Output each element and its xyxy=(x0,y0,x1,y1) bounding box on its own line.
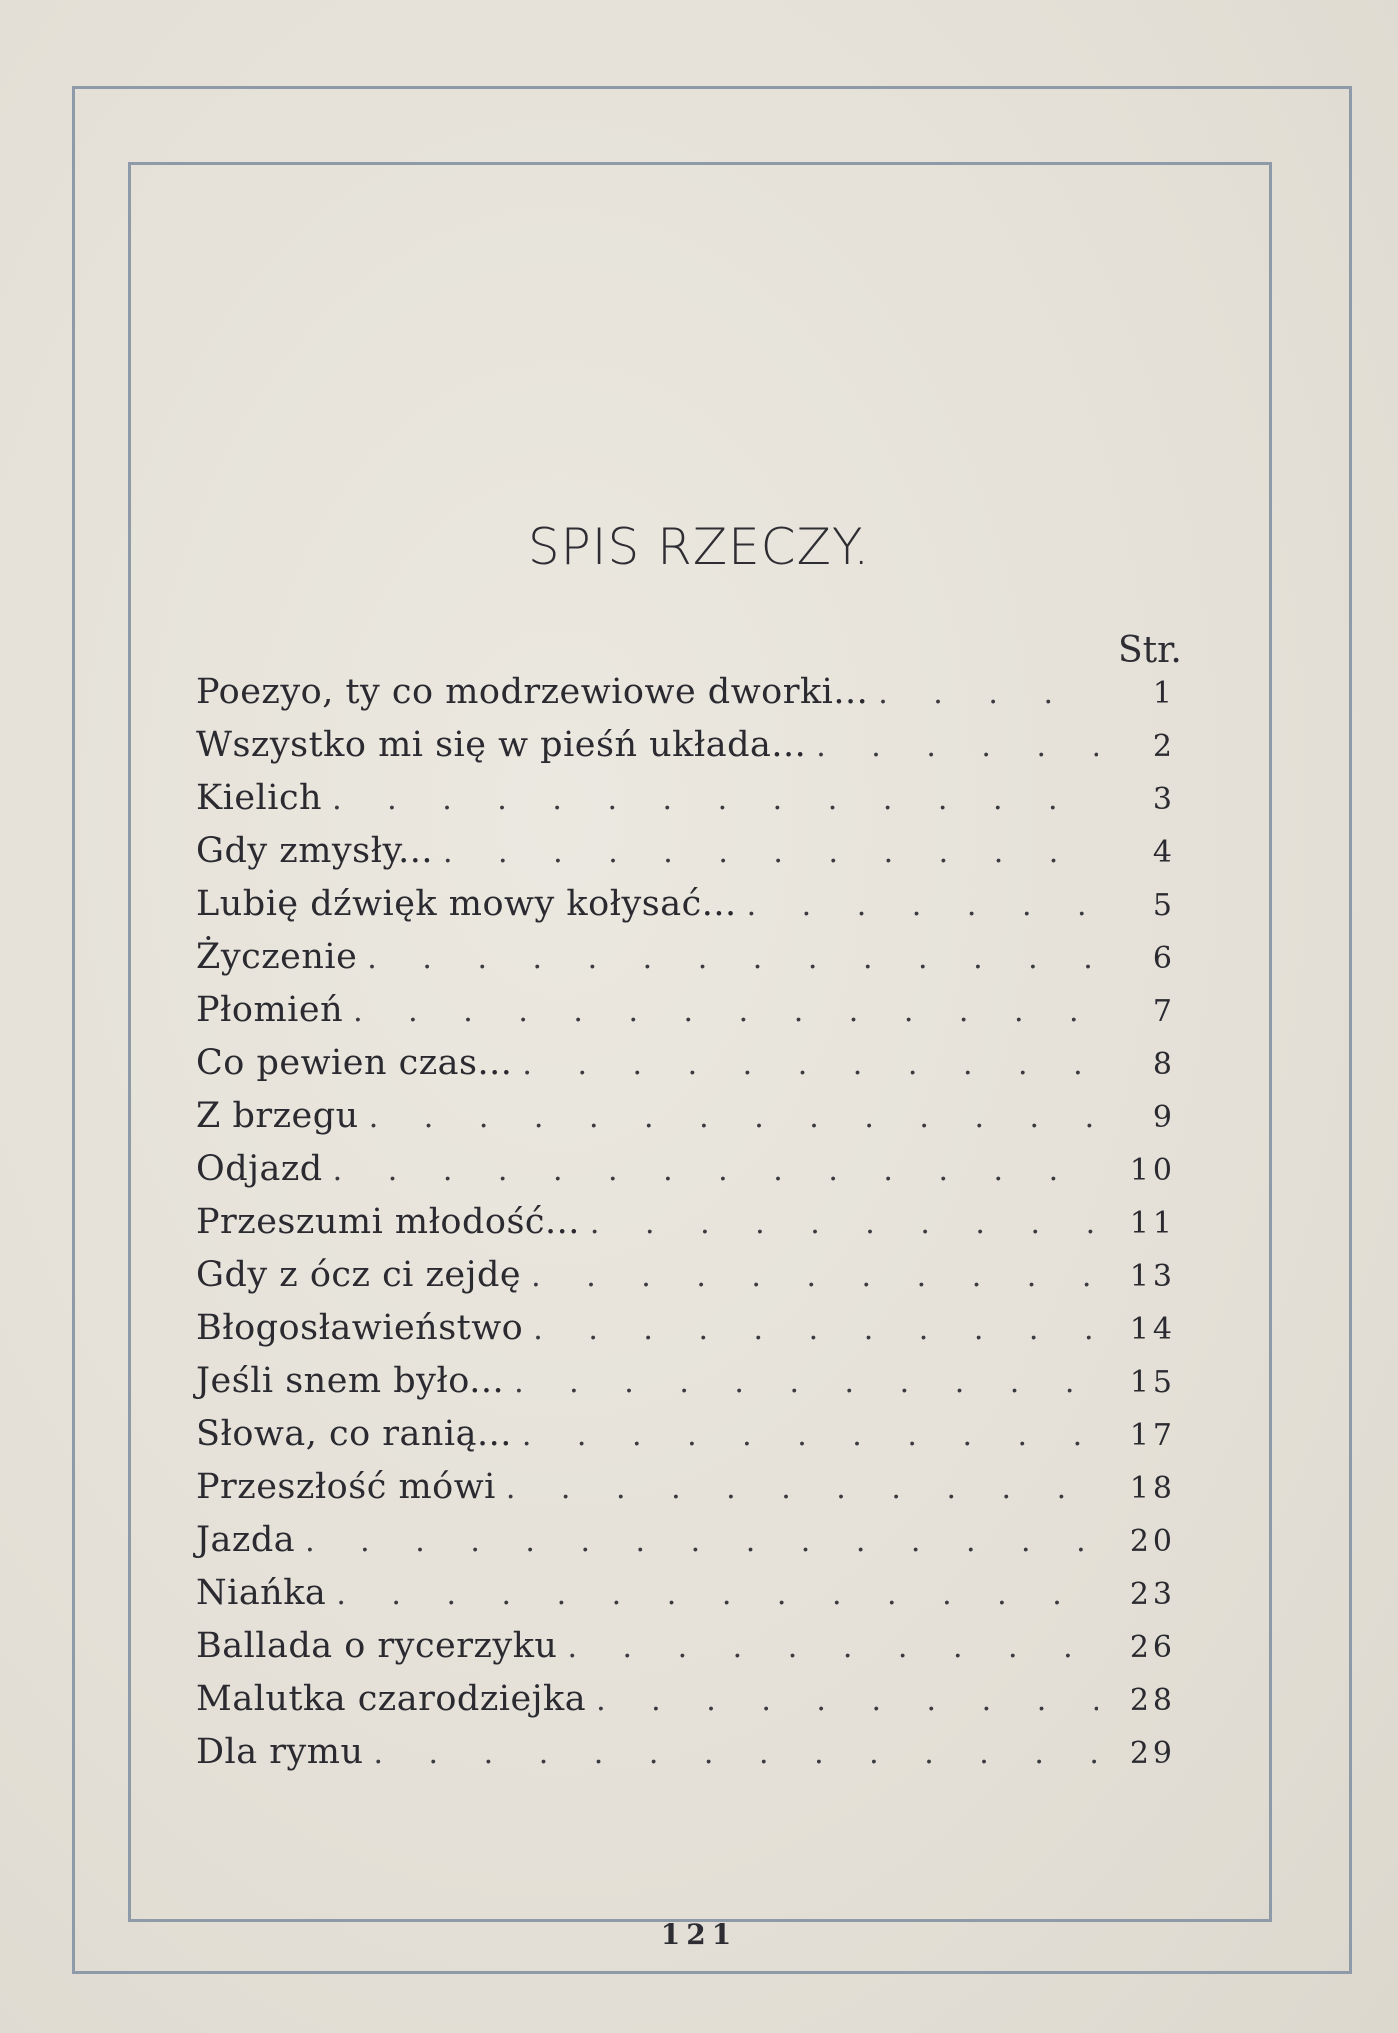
toc-dot-leader xyxy=(533,1312,1098,1347)
toc-entry-page: 13 xyxy=(1129,1259,1176,1294)
toc-entry xyxy=(196,1361,1176,1414)
page-column-label: Str. xyxy=(1118,630,1182,671)
toc-entry-page: 3 xyxy=(1152,782,1176,817)
toc-entry-page: 5 xyxy=(1152,888,1176,923)
toc-entry-title: Ballada o rycerzyku xyxy=(196,1626,558,1666)
toc-entry-page: 23 xyxy=(1129,1577,1176,1612)
toc-entry-title: Odjazd xyxy=(196,1149,323,1189)
toc-entry-page: 28 xyxy=(1129,1683,1176,1718)
table-of-contents xyxy=(196,672,1176,1785)
toc-dot-leader xyxy=(816,729,1098,764)
toc-entry-page: 29 xyxy=(1129,1736,1176,1771)
toc-entry-page: 14 xyxy=(1129,1312,1176,1347)
toc-entry xyxy=(196,937,1176,990)
toc-entry-page: 18 xyxy=(1129,1471,1176,1506)
toc-dot-leader xyxy=(353,994,1098,1029)
toc-dot-leader xyxy=(332,782,1098,817)
toc-entry xyxy=(196,1573,1176,1626)
toc-entry-title: Płomień xyxy=(196,990,344,1030)
toc-entry xyxy=(196,884,1176,937)
toc-entry-page: 11 xyxy=(1129,1206,1176,1241)
toc-entry xyxy=(196,672,1176,725)
toc-dot-leader xyxy=(531,1259,1098,1294)
toc-entry xyxy=(196,778,1176,831)
toc-entry-page: 6 xyxy=(1152,941,1176,976)
toc-entry-page: 2 xyxy=(1152,729,1176,764)
toc-entry xyxy=(196,725,1176,778)
toc-entry-page: 15 xyxy=(1129,1365,1176,1400)
toc-entry-title: Jeśli snem było... xyxy=(196,1361,505,1401)
toc-entry xyxy=(196,1679,1176,1732)
toc-entry xyxy=(196,1467,1176,1520)
toc-entry-page: 9 xyxy=(1152,1100,1176,1135)
toc-entry-page: 1 xyxy=(1152,676,1176,711)
toc-entry xyxy=(196,990,1176,1043)
toc-dot-leader xyxy=(590,1206,1098,1241)
toc-dot-leader xyxy=(567,1630,1098,1665)
toc-dot-leader xyxy=(506,1471,1098,1506)
toc-entry-page: 7 xyxy=(1152,994,1176,1029)
toc-entry-page: 4 xyxy=(1152,835,1176,870)
toc-dot-leader xyxy=(336,1577,1098,1612)
toc-dot-leader xyxy=(369,1100,1098,1135)
toc-dot-leader xyxy=(367,941,1098,976)
toc-entry-page: 17 xyxy=(1129,1418,1176,1453)
toc-entry-title: Poezyo, ty co modrzewiowe dworki... xyxy=(196,672,869,712)
toc-entry-title: Niańka xyxy=(196,1573,327,1613)
toc-entry xyxy=(196,1255,1176,1308)
toc-entry-page: 26 xyxy=(1129,1630,1176,1665)
toc-entry-page: 20 xyxy=(1129,1524,1176,1559)
toc-dot-leader xyxy=(373,1736,1098,1771)
toc-dot-leader xyxy=(878,676,1098,711)
toc-dot-leader xyxy=(596,1683,1098,1718)
toc-entry-title: Gdy z ócz ci zejdę xyxy=(196,1255,522,1295)
toc-dot-leader xyxy=(443,835,1098,870)
toc-dot-leader xyxy=(522,1047,1098,1082)
toc-entry-title: Błogosławieństwo xyxy=(196,1308,524,1348)
toc-entry-title: Co pewien czas... xyxy=(196,1043,513,1083)
toc-entry-title: Gdy zmysły... xyxy=(196,831,433,871)
toc-dot-leader xyxy=(514,1365,1098,1400)
toc-entry xyxy=(196,1626,1176,1679)
toc-entry-title: Malutka czarodziejka xyxy=(196,1679,587,1719)
toc-entry-title: Dla rymu xyxy=(196,1732,364,1772)
toc-dot-leader xyxy=(333,1153,1098,1188)
toc-entry-title: Wszystko mi się w pieśń układa... xyxy=(196,725,807,765)
toc-entry-title: Przeszłość mówi xyxy=(196,1467,496,1507)
toc-entry xyxy=(196,1043,1176,1096)
page-title: SPIS RZECZY. xyxy=(527,518,871,576)
toc-entry-title: Lubię dźwięk mowy kołysać... xyxy=(196,884,737,924)
toc-entry xyxy=(196,1308,1176,1361)
toc-entry xyxy=(196,1096,1176,1149)
toc-entry-title: Przeszumi młodość... xyxy=(196,1202,580,1242)
toc-entry-title: Słowa, co ranią... xyxy=(196,1414,512,1454)
toc-entry-title: Kielich xyxy=(196,778,323,818)
toc-entry xyxy=(196,1520,1176,1573)
toc-entry xyxy=(196,831,1176,884)
page-number: 121 xyxy=(660,1918,738,1951)
toc-entry xyxy=(196,1202,1176,1255)
toc-entry-page: 8 xyxy=(1152,1047,1176,1082)
toc-entry xyxy=(196,1414,1176,1467)
toc-dot-leader xyxy=(522,1418,1098,1453)
toc-entry-title: Z brzegu xyxy=(196,1096,359,1136)
toc-entry-title: Jazda xyxy=(196,1520,296,1560)
toc-entry xyxy=(196,1149,1176,1202)
toc-entry xyxy=(196,1732,1176,1785)
toc-entry-title: Życzenie xyxy=(196,937,358,977)
toc-entry-page: 10 xyxy=(1129,1153,1176,1188)
toc-dot-leader xyxy=(305,1524,1098,1559)
toc-dot-leader xyxy=(747,888,1098,923)
